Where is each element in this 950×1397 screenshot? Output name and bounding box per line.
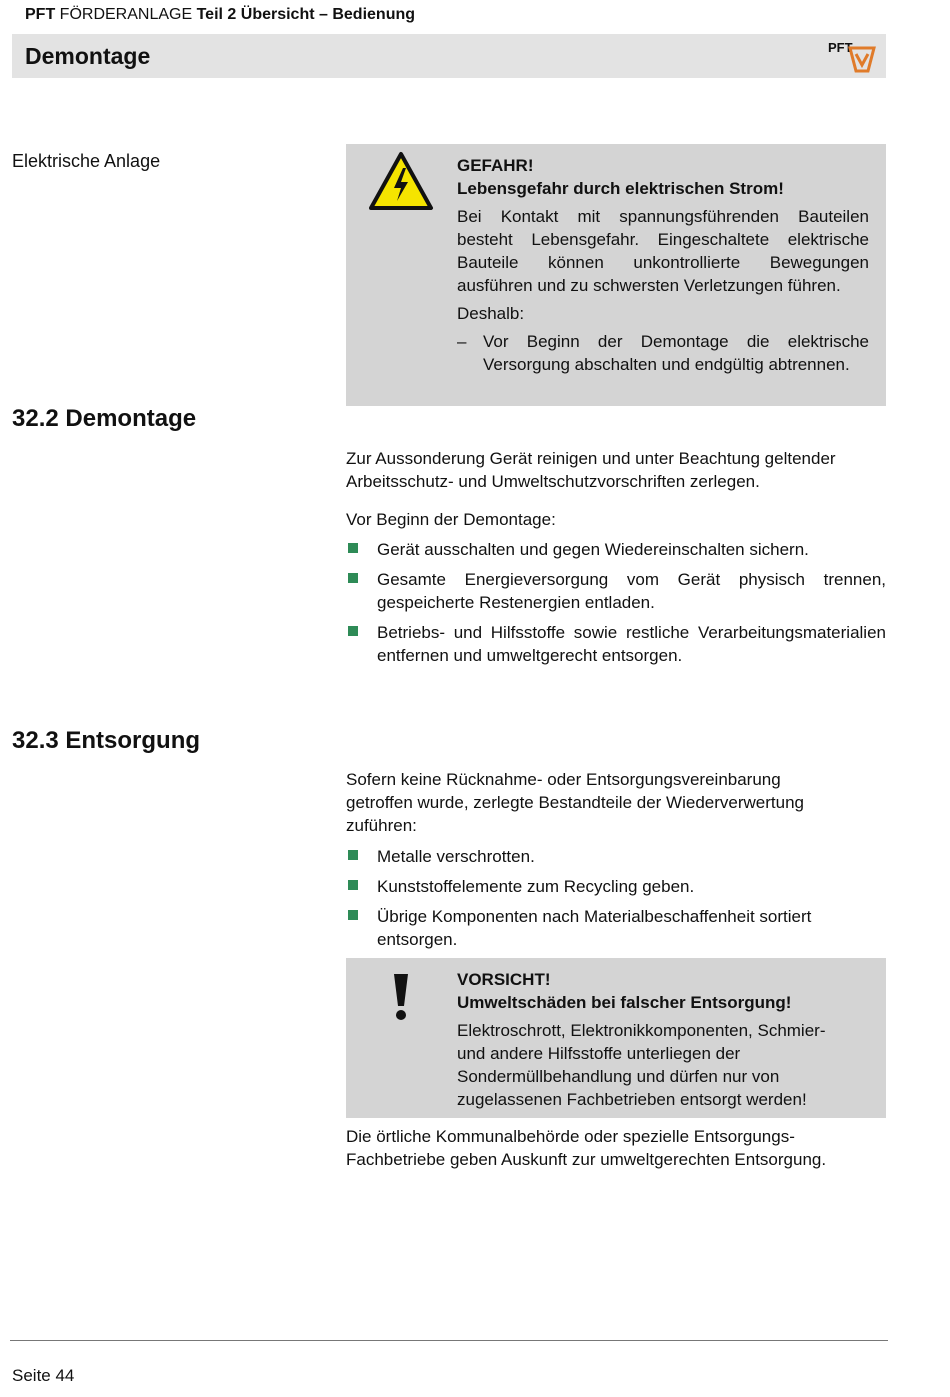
entsorgung-intro: Sofern keine Rücknahme- oder Entsorgungsvereinbarung getroffen wurde, zerlegte Bestandteile der Wiederverwertung zuführen: [346,770,804,835]
caution-box [346,958,886,1118]
demontage-list [346,538,886,674]
list-item: Kunststoffelemente zum Recycling geben. [346,875,886,898]
heading-demontage [12,405,196,433]
heading-entsorgung [12,727,200,755]
section-title-bar [12,34,886,78]
danger-box [346,144,886,406]
heading-demontage-number: 32.2 [12,405,59,432]
header-part: Teil 2 Übersicht – Bedienung [196,6,416,23]
demontage-intro: Zur Aussonderung Gerät reinigen und unter Beachtung geltender Arbeitsschutz- und Umweltschutzvorschriften zerlegen. [346,449,836,491]
list-item: Übrige Komponenten nach Materialbeschaffenheit sortiert entsorgen. [346,905,886,951]
bullet-square [348,573,358,583]
pft-logo [826,39,876,77]
bullet-square [348,543,358,553]
caution-body: Elektroschrott, Elektronikkomponenten, Schmier- und andere Hilfsstoffe unterliegen der Sondermüllbehandlung und dürfen nur von zugelassenen Fachbetrieben entsorgt werden! [457,1021,826,1109]
bullet-square [348,626,358,636]
danger-action-text: Vor Beginn der Demontage die elektrische Versorgung abschalten und endgültig abtrennen. [483,332,869,374]
side-label-electrical: Elektrische Anlage [12,151,161,171]
danger-body: Bei Kontakt mit spannungsführenden Bauteilen besteht Lebensgefahr. Eingeschaltete elektrische Bauteile können unkontrollierte Bewegungen ausführen und zu schwersten Verletzungen führen. [457,207,869,295]
list-item: Gesamte Energieversorgung vom Gerät physisch trennen, gespeicherte Restenergien entladen. [346,568,886,614]
heading-entsorgung-number: 32.3 [12,727,59,754]
caution-headline: Umweltschäden bei falscher Entsorgung! [457,993,792,1012]
bullet-square [348,910,358,920]
danger-action [457,330,869,376]
header-brand: PFT [25,6,56,23]
demontage-before: Vor Beginn der Demontage: [346,510,556,529]
footer-divider [10,1340,888,1341]
danger-therefore: Deshalb: [457,304,525,323]
danger-signal-word: GEFAHR! [457,156,534,175]
caution-signal-word: VORSICHT! [457,970,551,989]
header-product: FÖRDERANLAGE [59,6,193,23]
list-item: Betriebs- und Hilfsstoffe sowie restliche Verarbeitungsmaterialien entfernen und umweltgerecht entsorgen. [346,621,886,667]
bullet-square [348,880,358,890]
list-item: Gerät ausschalten und gegen Wiedereinschalten sichern. [346,538,886,561]
dash-marker: – [457,332,467,351]
entsorgung-list [346,845,886,958]
heading-entsorgung-title: Entsorgung [65,727,201,754]
svg-text:PFT: PFT [828,40,853,55]
danger-headline: Lebensgefahr durch elektrischen Strom! [457,179,784,198]
bullet-square [348,850,358,860]
heading-demontage-title: Demontage [65,405,197,432]
list-item: Metalle verschrotten. [346,845,886,868]
page-title: Demontage [25,43,151,69]
exclamation-icon [390,972,412,1027]
running-header [25,6,415,24]
entsorgung-closing: Die örtliche Kommunalbehörde oder spezielle Entsorgungs-Fachbetriebe geben Auskunft zur umweltgerechten Entsorgung. [346,1127,827,1169]
page-number: Seite 44 [12,1366,75,1385]
electrical-hazard-icon [368,150,434,217]
